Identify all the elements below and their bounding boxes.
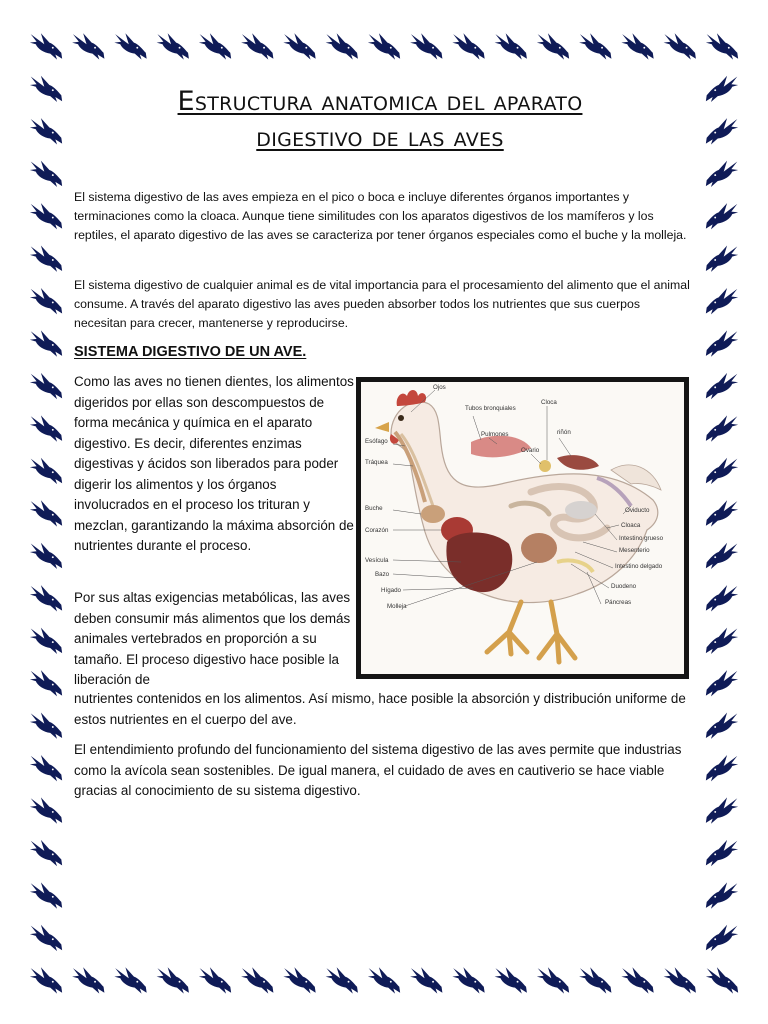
swallow-icon xyxy=(621,967,653,993)
label-higado: Hígado xyxy=(381,587,401,594)
label-vesicula: Vesícula xyxy=(365,557,389,564)
intro-paragraph-1: El sistema digestivo de las aves empieza en el pico o boca e incluye diferentes órganos importantes y terminaciones como la cloaca. Aunque tiene similitudes con los aparatos digestivos de los mamíferos y los reptiles, el aparato digestivo de las aves se caracteriza por tener órganos especiales como el buche y la molleja. xyxy=(74,190,687,242)
swallow-icon xyxy=(706,925,738,951)
label-tubos: Tubos bronquiales xyxy=(465,405,516,412)
swallow-icon xyxy=(706,33,738,59)
swallow-icon xyxy=(326,33,358,59)
swallow-icon xyxy=(30,373,62,399)
swallow-icon xyxy=(30,33,62,59)
swallow-icon xyxy=(283,33,315,59)
swallow-icon xyxy=(537,33,569,59)
swallow-icon xyxy=(30,628,62,654)
beak xyxy=(375,422,389,432)
swallow-icon xyxy=(30,246,62,272)
swallow-icon xyxy=(579,33,611,59)
swallow-icon xyxy=(706,500,738,526)
swallow-icon xyxy=(30,925,62,951)
swallow-icon xyxy=(706,161,738,187)
swallow-icon xyxy=(706,840,738,866)
label-pancreas: Páncreas xyxy=(605,599,632,606)
swallow-icon xyxy=(30,458,62,484)
chicken-digestive-diagram xyxy=(356,377,689,679)
swallow-icon xyxy=(30,203,62,229)
swallow-icon xyxy=(706,203,738,229)
swallow-icon xyxy=(30,288,62,314)
swallow-icon xyxy=(368,33,400,59)
swallow-icon xyxy=(199,33,231,59)
swallow-icon xyxy=(706,330,738,356)
swallow-icon xyxy=(621,33,653,59)
swallow-icon xyxy=(706,882,738,908)
swallow-icon xyxy=(157,967,189,993)
label-cloca: Cloca xyxy=(541,399,557,406)
label-oviducto: Oviducto xyxy=(625,507,650,514)
swallow-icon xyxy=(114,967,146,993)
label-corazon: Corazón xyxy=(365,527,389,534)
swallow-icon xyxy=(452,33,484,59)
right-leg xyxy=(539,602,575,662)
gizzard xyxy=(521,533,557,563)
swallow-icon xyxy=(410,33,442,59)
swallow-icon xyxy=(157,33,189,59)
crop xyxy=(421,505,445,523)
swallow-icon xyxy=(30,161,62,187)
swallow-icon xyxy=(664,967,696,993)
swallow-icon xyxy=(30,670,62,696)
swallow-icon xyxy=(706,628,738,654)
swallow-icon xyxy=(30,543,62,569)
eye xyxy=(398,415,404,421)
liver xyxy=(446,533,512,593)
ovary xyxy=(539,460,551,472)
swallow-icon xyxy=(30,713,62,739)
swallow-icon xyxy=(664,33,696,59)
swallow-icon xyxy=(72,967,104,993)
large-intestine xyxy=(565,501,597,519)
swallow-icon xyxy=(368,967,400,993)
title-line-2: digestivo de las aves xyxy=(256,122,504,153)
swallow-icon xyxy=(495,967,527,993)
swallow-icon xyxy=(706,755,738,781)
swallow-icon xyxy=(199,967,231,993)
label-ovario: Ovario xyxy=(521,447,540,454)
swallow-icon xyxy=(706,288,738,314)
swallow-icon xyxy=(30,585,62,611)
swallow-icon xyxy=(706,415,738,441)
swallow-icon xyxy=(30,797,62,823)
swallow-icon xyxy=(30,415,62,441)
swallow-icon xyxy=(72,33,104,59)
label-bazo: Bazo xyxy=(375,571,390,578)
label-molleja: Molleja xyxy=(387,603,407,610)
swallow-icon xyxy=(579,967,611,993)
label-intestino-delgado: Intestino delgado xyxy=(615,563,663,570)
label-mesenterio: Mesenterio xyxy=(619,547,650,554)
label-esofago: Esófago xyxy=(365,438,388,445)
swallow-icon xyxy=(706,670,738,696)
continuation-paragraph: nutrientes contenidos en los alimentos. Así mismo, hace posible la absorción y distribución uniforme de estos nutrientes en el cuerpo del ave. xyxy=(74,691,686,727)
swallow-icon xyxy=(30,118,62,144)
swallow-icon xyxy=(452,967,484,993)
swallow-icon xyxy=(326,967,358,993)
closing-paragraph: El entendimiento profundo del funcionamiento del sistema digestivo de las aves permite que industrias como la avícola sean sostenibles. De igual manera, el cuidado de aves en cautiverio se hace viable gracias al conocimiento de su sistema digestivo. xyxy=(74,742,682,798)
label-duodeno: Duodeno xyxy=(611,583,637,590)
kidney xyxy=(557,455,599,470)
swallow-icon xyxy=(706,543,738,569)
swallow-icon xyxy=(537,967,569,993)
swallow-icon xyxy=(283,967,315,993)
swallow-icon xyxy=(241,967,273,993)
swallow-icon xyxy=(241,33,273,59)
swallow-icon xyxy=(114,33,146,59)
swallow-icon xyxy=(30,330,62,356)
swallow-icon xyxy=(706,246,738,272)
swallow-icon xyxy=(706,967,738,993)
swallow-icon xyxy=(30,755,62,781)
column-paragraph-2: Por sus altas exigencias metabólicas, las aves deben consumir más alimentos que los demás animales vertebrados en proporción a su tamaño. El proceso digestivo hace posible la liberación de xyxy=(74,590,351,687)
swallow-icon xyxy=(706,797,738,823)
swallow-icon xyxy=(30,500,62,526)
swallow-icon xyxy=(495,33,527,59)
label-intestino-grueso: Intestino grueso xyxy=(619,535,664,542)
swallow-icon xyxy=(30,967,62,993)
label-buche: Buche xyxy=(365,505,383,512)
swallow-icon xyxy=(30,882,62,908)
swallow-icon xyxy=(706,585,738,611)
swallow-icon xyxy=(706,713,738,739)
label-pulmones: Pulmones xyxy=(481,431,509,438)
swallow-icon xyxy=(706,76,738,102)
left-leg xyxy=(487,602,527,654)
swallow-icon xyxy=(410,967,442,993)
column-paragraph-1: Como las aves no tienen dientes, los alimentos digeridos por ellas son descompuestos de forma mecánica y química en el aparato digestivo. Es decir, diferentes enzimas digestivas y ácidos son liberados para poder digerir los alimentos y los órganos involucrados en el proceso los trituran y mezclan, garantizando la máxima absorción de nutrientes durante el proceso. xyxy=(74,374,354,553)
swallow-icon xyxy=(706,373,738,399)
intro-paragraph-2: El sistema digestivo de cualquier animal es de vital importancia para el procesamiento del alimento que el animal consume. A través del aparato digestivo las aves pueden absorber todos los nutrientes que sus cuerpos necesitan para crecer, mantenerse y reproducirse. xyxy=(74,278,690,330)
label-traquea: Tráquea xyxy=(365,459,388,466)
title-line-1: Estructura anatomica del aparato xyxy=(177,86,583,117)
section-heading: SISTEMA DIGESTIVO DE UN AVE. xyxy=(74,344,307,360)
chicken-anatomy-illustration xyxy=(361,382,684,674)
page-title xyxy=(70,84,690,156)
swallow-icon xyxy=(30,840,62,866)
label-rinon: riñón xyxy=(557,429,571,436)
swallow-icon xyxy=(706,118,738,144)
label-cloaca: Cloaca xyxy=(621,522,641,529)
swallow-icon xyxy=(706,458,738,484)
swallow-icon xyxy=(30,76,62,102)
label-ojos: Ojos xyxy=(433,384,446,391)
